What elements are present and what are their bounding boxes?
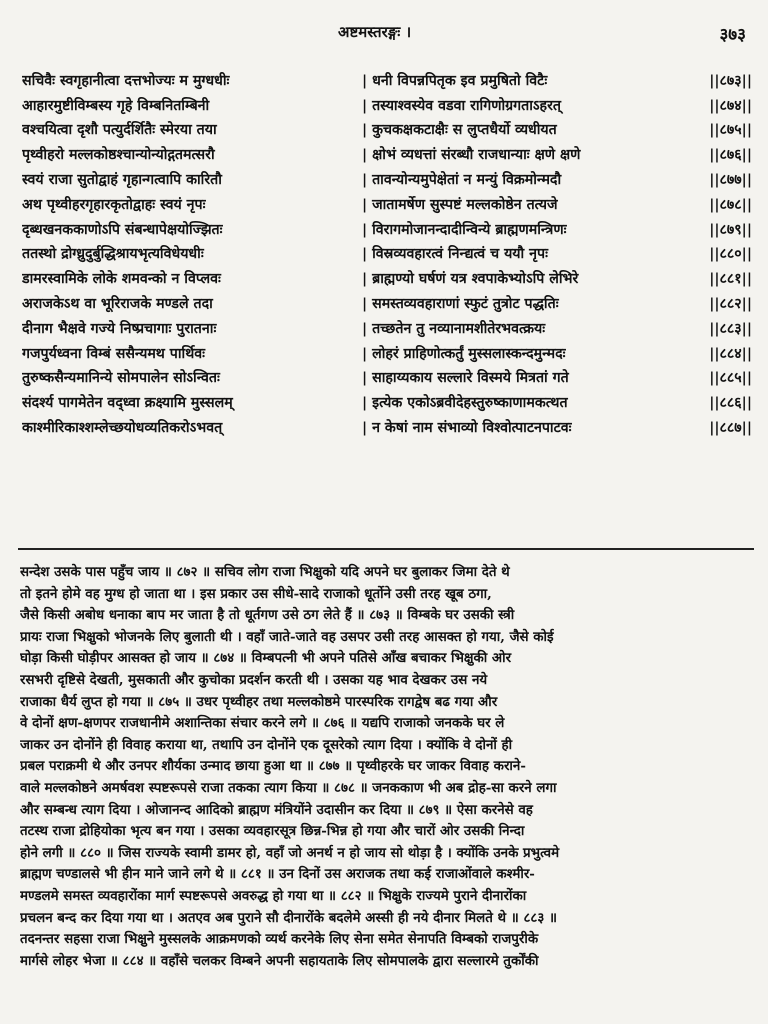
translation-line: तो इतने होमे वह मुग्ध हो जाता था । इस प्रकार उस सीधे-सादे राजाको धूर्तोने उसी तरह खूब ठगा,	[20, 585, 492, 602]
translation-line: मार्गसे लोहर भेजा ॥ ८८४ ॥ वहाँसे चलकर विम्बने अपनी सहायताके लिए सोमपालके द्वारा सल्लारमे तुर्कोंकी	[20, 952, 539, 969]
verse-second-half: | लोहरं प्राहिणोत्कर्तुं मुस्सलास्कन्दमुन्मदः	[362, 345, 566, 362]
translation-line: वाले मल्लकोष्ठने अमर्षवश स्पष्टरूपसे राजा तकका त्याग किया ॥ ८७८ ॥ जनककाण भी अब द्रोह-सा करने लगा	[20, 779, 557, 796]
verse-number: ||८८३||	[709, 320, 752, 337]
translation-line: प्रचलन बन्द कर दिया गया था । अतएव अब पुराने सौ दीनारोंके बदलेमे अस्सी ही नये दीनार मिलते थे ॥ ८८३ ॥	[20, 909, 558, 926]
translation-line: रसभरी दृष्टिसे देखती, मुसकाती और कुचोका प्रदर्शन करती थी । उसका यह भाव देखकर उस नये	[20, 671, 488, 688]
verse-number: ||८७६||	[709, 147, 752, 164]
divider	[18, 548, 754, 550]
translation-line: होने लगी ॥ ८८० ॥ जिस राज्यके स्वामी डामर हो, वहाँ जो अनर्थ न हो जाय सो थोड़ा है । क्योंकि उनके प्रभुत्वमे	[20, 844, 560, 861]
verse-first-half: अराजकेऽथ वा भूरिराजके मण्डले तदा	[22, 296, 213, 313]
verse-line	[22, 242, 752, 267]
translation-line: घोड़ा किसी घोड़ीपर आसक्त हो जाय ॥ ८७४ ॥ विम्बपत्नी भी अपने पतिसे आँख बचाकर भिक्षुकी ओर	[20, 650, 512, 667]
verse-number: ||८८४||	[709, 345, 752, 362]
running-title: अष्टमस्तरङ्गः ।	[338, 23, 412, 41]
verse-number: ||८८२||	[709, 296, 752, 313]
verse-second-half: | कुचकक्षकटाक्षैः स लुप्तधैर्यो व्यधीयत	[362, 122, 557, 139]
translation-line: मण्डलमे समस्त व्यवहारोंका मार्ग स्पष्टरूपसे अवरुद्ध हो गया था ॥ ८८२ ॥ भिक्षुके राज्यमे पुराने दीनारोंका	[20, 887, 527, 904]
verse-line	[22, 142, 752, 167]
verse-line	[22, 266, 752, 291]
verse-number: ||८८५||	[709, 370, 752, 387]
verse-second-half: | समस्तव्यवहाराणां स्फुटं तुत्रोट पद्धतिः	[362, 296, 559, 313]
verse-block	[22, 68, 752, 440]
verse-line	[22, 217, 752, 242]
verse-number: ||८७४||	[709, 97, 752, 114]
verse-line	[22, 390, 752, 415]
translation-line: ब्राह्मण चण्डालसे भी हीन माने जाने लगे थे ॥ ८८१ ॥ उन दिनों उस अराजक तथा कई राजाओंवाले कश्मीर-	[20, 866, 535, 883]
verse-number: ||८७९||	[709, 221, 752, 238]
translation-line: प्रायः राजा भिक्षुको भोजनके लिए बुलाती थी । वहाँ जाते-जाते वह उसपर उसी तरह आसक्त हो गया, जैसे कोई	[20, 628, 554, 645]
verse-line	[22, 118, 752, 143]
translation-line: तदनन्तर सहसा राजा भिक्षुने मुस्सलके आक्रमणको व्यर्थ करनेके लिए सेना समेत सेनापति विम्बको राजपुरीके	[20, 931, 539, 948]
verse-second-half: | तस्याश्वस्येव वडवा रागिणोग्रगताऽहरत्	[362, 97, 561, 114]
verse-first-half: काश्मीरिकाश्शम्लेच्छयोधव्यतिकरोऽभवत्	[22, 420, 223, 437]
verse-line	[22, 341, 752, 366]
translation-line: जैसे किसी अबोध धनाका बाप मर जाता है तो धूर्तगण उसे ठग लेते हैं ॥ ८७३ ॥ विम्बके घर उसकी स्त्री	[20, 607, 515, 624]
verse-number: ||८८०||	[709, 246, 752, 263]
verse-first-half: तुरुष्कसैन्यमानिन्ये सोमपालेन सोऽन्वितः	[22, 370, 220, 387]
translation-line: जाकर उन दोनोंने ही विवाह कराया था, तथापि उन दोनोंने एक दूसरेको त्याग दिया । क्योंकि वे दोनों ही	[20, 736, 513, 753]
verse-second-half: | तावन्योन्यमुपेक्षेतां न मन्युं विक्रमोन्मदौ	[362, 172, 562, 189]
page-header	[0, 22, 768, 52]
verse-line	[22, 291, 752, 316]
verse-second-half: | न केषां नाम संभाव्यो विश्वोत्पाटनपाटवः	[362, 420, 572, 437]
translation-line: और सम्बन्ध त्याग दिया । ओजानन्द आदिको ब्राह्मण मंत्रियोंने उदासीन कर दिया ॥ ८७९ ॥ ऐसा करनेसे वह	[20, 801, 533, 818]
verse-second-half: | विरागमोजानन्दादीन्विन्ये ब्राह्मणमन्त्रिणः	[362, 221, 567, 238]
verse-first-half: गजपुर्यध्वना विम्बं ससैन्यमथ पार्थिवः	[22, 345, 206, 362]
verse-first-half: पृथ्वीहरो मल्लकोष्ठश्चान्योन्योद्गतमत्सरौ	[22, 147, 215, 164]
verse-first-half: आहारमुष्टीविम्बस्य गृहे विम्बनितम्बिनी	[22, 97, 210, 114]
verse-first-half: संदर्श्य पागमेतेन वद्ध्वा क्रक्ष्यामि मुस्सलम्	[22, 395, 233, 412]
translation-line: सन्देश उसके पास पहुँच जाय ॥ ८७२ ॥ सचिव लोग राजा भिक्षुको यदि अपने घर बुलाकर जिमा देते थे	[20, 564, 510, 580]
verse-line	[22, 316, 752, 341]
verse-number: ||८७३||	[709, 72, 752, 89]
verse-second-half: | विस्रव्यवहारत्वं निन्द्यत्वं च ययौ नृपः	[362, 246, 548, 263]
verse-first-half: दृब्धखनककाणोऽपि संबन्धापेक्षयोज्झितः	[22, 221, 223, 238]
verse-line	[22, 366, 752, 391]
verse-second-half: | जातामर्षेण सुस्पष्टं मल्लकोष्ठेन तत्यजे	[362, 196, 558, 213]
verse-second-half: | क्षोभं व्यधत्तां संरब्धौ राजधान्याः क्षणे क्षणे	[362, 147, 581, 164]
verse-second-half: | तच्छतेन तु नव्यानामशीतेरभवत्क्रयः	[362, 320, 546, 337]
verse-line	[22, 167, 752, 192]
page-number: ३७३	[719, 25, 746, 45]
verse-second-half: | ब्राह्मण्यो घर्षणं यत्र श्वपाकेभ्योऽपि लेभिरे	[362, 271, 579, 288]
verse-line	[22, 93, 752, 118]
verse-first-half: वश्चयित्वा दृशौ पत्युर्दर्शितैः स्मेरया तया	[22, 122, 217, 139]
verse-line	[22, 68, 752, 93]
verse-number: ||८८६||	[709, 395, 752, 412]
verse-second-half: | साहाय्यकाय सल्लारे विस्मये मित्रतां गते	[362, 370, 569, 387]
verse-number: ||८७५||	[709, 122, 752, 139]
verse-first-half: सचिवैः स्वगृहानीत्वा दत्तभोज्यः म मुग्धधीः	[22, 72, 230, 89]
verse-number: ||८८१||	[709, 271, 752, 288]
verse-first-half: दीनाग भैक्षवे गज्ये निष्प्रचागाः पुरातनाः	[22, 320, 217, 337]
translation-line: तटस्थ राजा द्रोहियोका भृत्य बन गया । उसका व्यवहारसूत्र छिन्न-भिन्न हो गया और चारों ओर उसकी निन्दा	[20, 823, 525, 840]
verse-number: ||८८७||	[709, 420, 752, 437]
verse-first-half: डामरस्वामिके लोके शमवन्को न विप्लवः	[22, 271, 221, 288]
verse-number: ||८७८||	[709, 196, 752, 213]
verse-first-half: अथ पृथ्वीहरगृहारकृतोद्वाहः स्वयं नृपः	[22, 196, 206, 213]
verse-first-half: स्वयं राजा सुतोद्वाहं गृहान्गत्वापि कारितौ	[22, 172, 222, 189]
translation-line: प्रबल पराक्रमी थे और उनपर शौर्यका उन्माद छाया हुआ था ॥ ८७७ ॥ पृथ्वीहरके घर जाकर विवाह कराने-	[20, 758, 526, 775]
verse-number: ||८७७||	[709, 172, 752, 189]
translation-block	[20, 562, 752, 972]
verse-second-half: | धनी विपन्नपितृक इव प्रमुषितो विटैः	[362, 72, 548, 89]
verse-second-half: | इत्येक एकोऽब्रवीदेहस्तुरुष्काणामकत्थत	[362, 395, 568, 412]
translation-line: वे दोनों क्षण-क्षणपर राजधानीमे अशान्तिका संचार करने लगे ॥ ८७६ ॥ यद्यपि राजाको जनकके घर ले	[20, 715, 505, 732]
verse-first-half: ततस्थो द्रोग्ध्रुदुर्बुद्धिश्रायभृत्यविधेयधीः	[22, 246, 204, 263]
verse-line	[22, 415, 752, 440]
verse-line	[22, 192, 752, 217]
translation-line: राजाका धैर्य लुप्त हो गया ॥ ८७५ ॥ उधर पृथ्वीहर तथा मल्लकोष्ठमे पारस्परिक रागद्वेष बढ गया और	[20, 693, 498, 710]
